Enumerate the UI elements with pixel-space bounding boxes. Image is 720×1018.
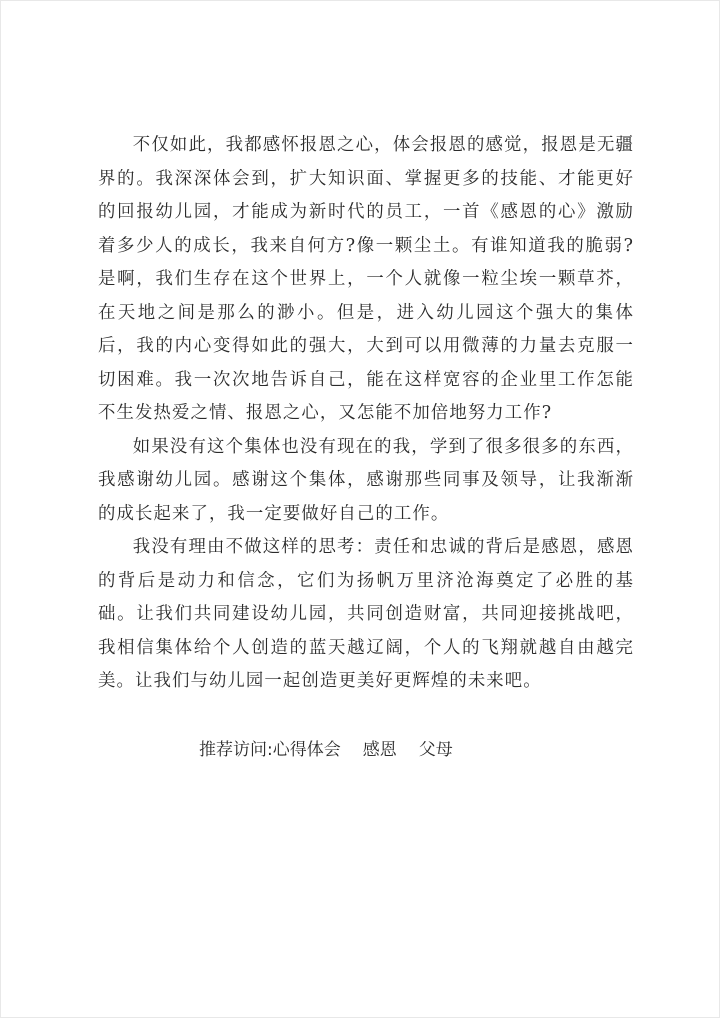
- paragraph-3: 我没有理由不做这样的思考：责任和忠诚的背后是感恩，感恩的背后是动力和信念，它们为扬帆万里济沧海奠定了必胜的基础。让我们共同建设幼儿园，共同创造财富，共同迎接挑战吧，我相信集体给个人创造的蓝天越辽阔，个人的飞翔就越自由越完美。让我们与幼儿园一起创造更美好更辉煌的未来吧。: [98, 537, 634, 691]
- article-body: [98, 129, 634, 699]
- paragraph-2: 如果没有这个集体也没有现在的我，学到了很多很多的东西，我感谢幼儿园。感谢这个集体，感谢那些同事及领导，让我渐渐的成长起来了，我一定要做好自己的工作。: [98, 436, 634, 524]
- recommend-link-1[interactable]: 心得体会: [272, 740, 341, 760]
- recommend-label: 推荐访问:: [199, 740, 273, 760]
- recommend-link-2[interactable]: 感恩: [362, 740, 397, 760]
- recommend-link-3[interactable]: 父母: [418, 740, 453, 760]
- paragraph-1: 不仅如此，我都感怀报恩之心，体会报恩的感觉，报恩是无疆界的。我深深体会到，扩大知识面、掌握更多的技能、才能更好的回报幼儿园，才能成为新时代的员工，一首《感恩的心》激励着多少人的成长，我来自何方?像一颗尘土。有谁知道我的脆弱?是啊，我们生存在这个世界上，一个人就像一粒尘埃一颗草芥，在天地之间是那么的渺小。但是，进入幼儿园这个强大的集体后，我的内心变得如此的强大，大到可以用微薄的力量去克服一切困难。我一次次地告诉自己，能在这样宽容的企业里工作怎能不生发热爱之情、报恩之心，又怎能不加倍地努力工作?: [98, 135, 634, 423]
- recommend-line: [199, 733, 453, 767]
